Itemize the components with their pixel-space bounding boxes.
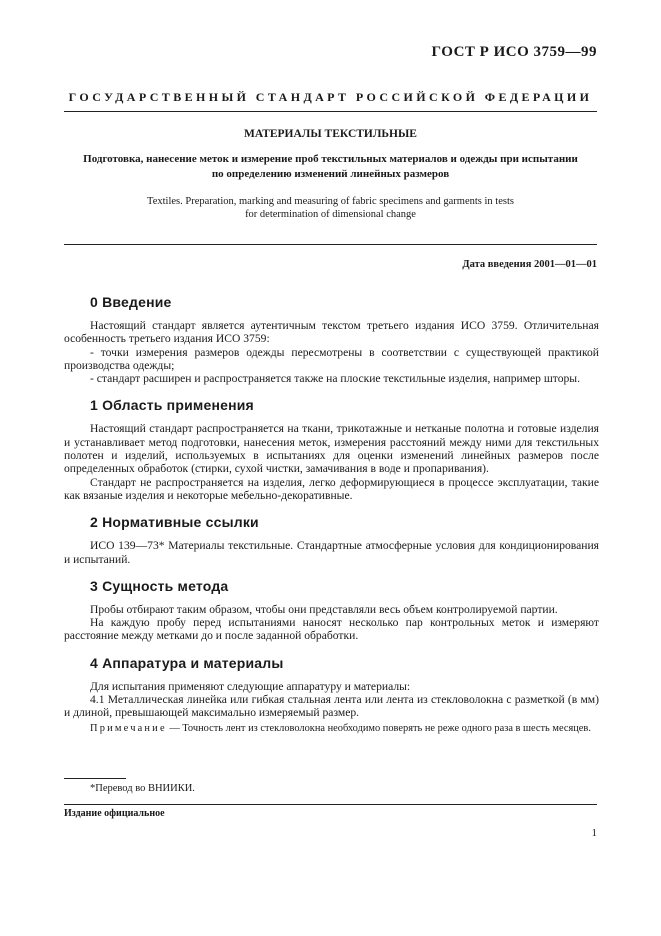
paragraph: Стандарт не распространяется на изделия, легко деформирующиеся в процессе эксплуатации, такие как вязаные изделия и некоторые мебельно-декоративные. (64, 475, 599, 502)
section-apparatus (64, 654, 599, 735)
page-number: 1 (591, 827, 597, 839)
subtitle-line-2: по определению изменений линейных размеров (211, 168, 450, 180)
paragraph: Пробы отбирают таким образом, чтобы они представляли весь объем контролируемой партии. (90, 602, 558, 616)
english-title-line-2: for determination of dimensional change (245, 208, 416, 220)
paragraph: - стандарт расширен и распространяется также на плоские текстильные изделия, например шторы. (90, 372, 580, 386)
section-method (64, 577, 599, 643)
document-code: ГОСТ Р ИСО 3759—99 (431, 44, 597, 60)
standard-title: МАТЕРИАЛЫ ТЕКСТИЛЬНЫЕ (244, 128, 417, 140)
note (64, 722, 599, 735)
paragraph: Для испытания применяют следующие аппаратуру и материалы: (90, 679, 411, 693)
section-heading: 0 Введение (90, 294, 172, 310)
document-body (64, 293, 599, 746)
paragraph: Настоящий стандарт является аутентичным текстом третьего издания ИСО 3759. Отличительная особенность третьего издания ИСО 3759: (64, 319, 599, 346)
top-divider (64, 111, 597, 112)
section-heading: 3 Сущность метода (90, 577, 229, 594)
section-heading: 2 Нормативные ссылки (90, 514, 259, 531)
footnote: *Перевод во ВНИИКИ. (90, 783, 195, 794)
section-heading: 4 Аппаратура и материалы (90, 654, 284, 671)
paragraph: 4.1 Металлическая линейка или гибкая стальная лента или лента из стекловолокна с разметкой (в мм) и длиной, превышающей максимально измеряемый размер. (64, 693, 599, 720)
header-divider (64, 244, 597, 245)
paragraph: Настоящий стандарт распространяется на ткани, трикотажные и нетканые полотна и готовые изделия и устанавливает метод подготовки, нанесения меток, измерения расстояний между ними для текстильных полотен и изделий, используемых в испытаниях для оценки изменений линейных размеров после определенных обработок (стирки, сухой чистки, замачивания в воде и пропаривания). (64, 422, 599, 476)
english-title-line-1: Textiles. Preparation, marking and measuring of fabric specimens and garments in tests (147, 196, 514, 207)
english-title (64, 196, 597, 221)
subtitle-line-1: Подготовка, нанесение меток и измерение проб текстильных материалов и одежды при испытании (83, 153, 578, 165)
paragraph: - точки измерения размеров одежды пересмотрены в соответствии с существующей практикой производства одежды; (64, 345, 599, 372)
official-edition-label: Издание официальное (64, 808, 165, 819)
section-references (64, 513, 599, 566)
section-heading: 1 Область применения (90, 397, 254, 414)
footnote-divider (64, 778, 126, 779)
introduction-date: Дата введения 2001—01—01 (462, 259, 597, 270)
note-label: Примечание (90, 722, 167, 734)
standard-subtitle (64, 152, 597, 182)
paragraph: На каждую пробу перед испытаниями наносят несколько пар контрольных меток и измеряют расстояние между метками до и после заданной обработки. (64, 616, 599, 643)
note-text: — Точность лент из стекловолокна необходимо поверять не реже одного раза в шесть месяцев. (166, 722, 591, 734)
section-scope (64, 396, 599, 502)
section-introduction (64, 293, 599, 385)
paragraph: ИСО 139—73* Материалы текстильные. Стандартные атмосферные условия для кондиционирования и испытаний. (64, 539, 599, 566)
state-standard-title: ГОСУДАРСТВЕННЫЙ СТАНДАРТ РОССИЙСКОЙ ФЕДЕРАЦИИ (68, 90, 593, 104)
footer-divider (64, 804, 597, 805)
